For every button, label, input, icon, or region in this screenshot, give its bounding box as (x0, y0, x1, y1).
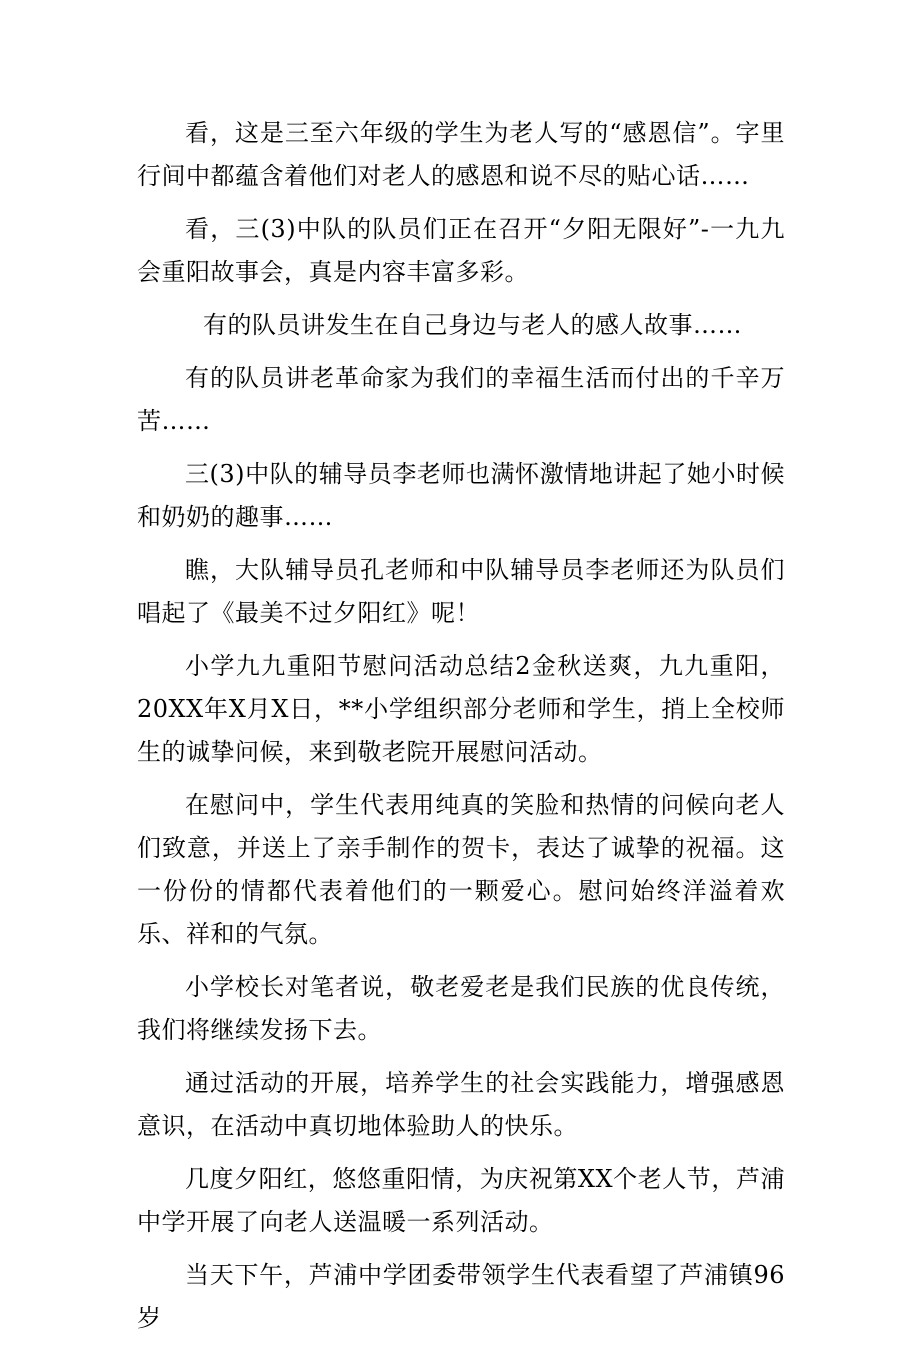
paragraph-4: 有的队员讲老革命家为我们的幸福生活而付出的千辛万苦…… (137, 364, 785, 435)
paragraph-12: 当天下午，芦浦中学团委带领学生代表看望了芦浦镇96岁 (137, 1261, 785, 1332)
paragraph-6: 瞧，大队辅导员孔老师和中队辅导员李老师还为队员们唱起了《最美不过夕阳红》呢！ (137, 556, 785, 627)
paragraph-7: 小学九九重阳节慰问活动总结2金秋送爽，九九重阳，20XX年X月X日，**小学组织部分老师和学生，捎上全校师生的诚挚问候，来到敬老院开展慰问活动。 (137, 652, 785, 766)
paragraph-11: 几度夕阳红，悠悠重阳情，为庆祝第XX个老人节，芦浦中学开展了向老人送温暖一系列活动。 (137, 1165, 785, 1236)
paragraph-10: 通过活动的开展，培养学生的社会实践能力，增强感恩意识，在活动中真切地体验助人的快乐。 (137, 1069, 785, 1140)
paragraph-1: 看，这是三至六年级的学生为老人写的“感恩信”。字里行间中都蕴含着他们对老人的感恩和说不尽的贴心话…… (137, 119, 785, 190)
document-body (137, 112, 785, 1350)
paragraph-2: 看，三(3)中队的队员们正在召开“夕阳无限好”-一九九会重阳故事会，真是内容丰富多彩。 (137, 215, 785, 286)
paragraph-9: 小学校长对笔者说，敬老爱老是我们民族的优良传统，我们将继续发扬下去。 (137, 973, 785, 1044)
paragraph-3: 有的队员讲发生在自己身边与老人的感人故事…… (203, 311, 742, 339)
paragraph-8: 在慰问中，学生代表用纯真的笑脸和热情的问候向老人们致意，并送上了亲手制作的贺卡，表达了诚挚的祝福。这一份份的情都代表着他们的一颗爱心。慰问始终洋溢着欢乐、祥和的气氛。 (137, 791, 785, 948)
paragraph-5: 三(3)中队的辅导员李老师也满怀激情地讲起了她小时候和奶奶的趣事…… (137, 460, 785, 531)
